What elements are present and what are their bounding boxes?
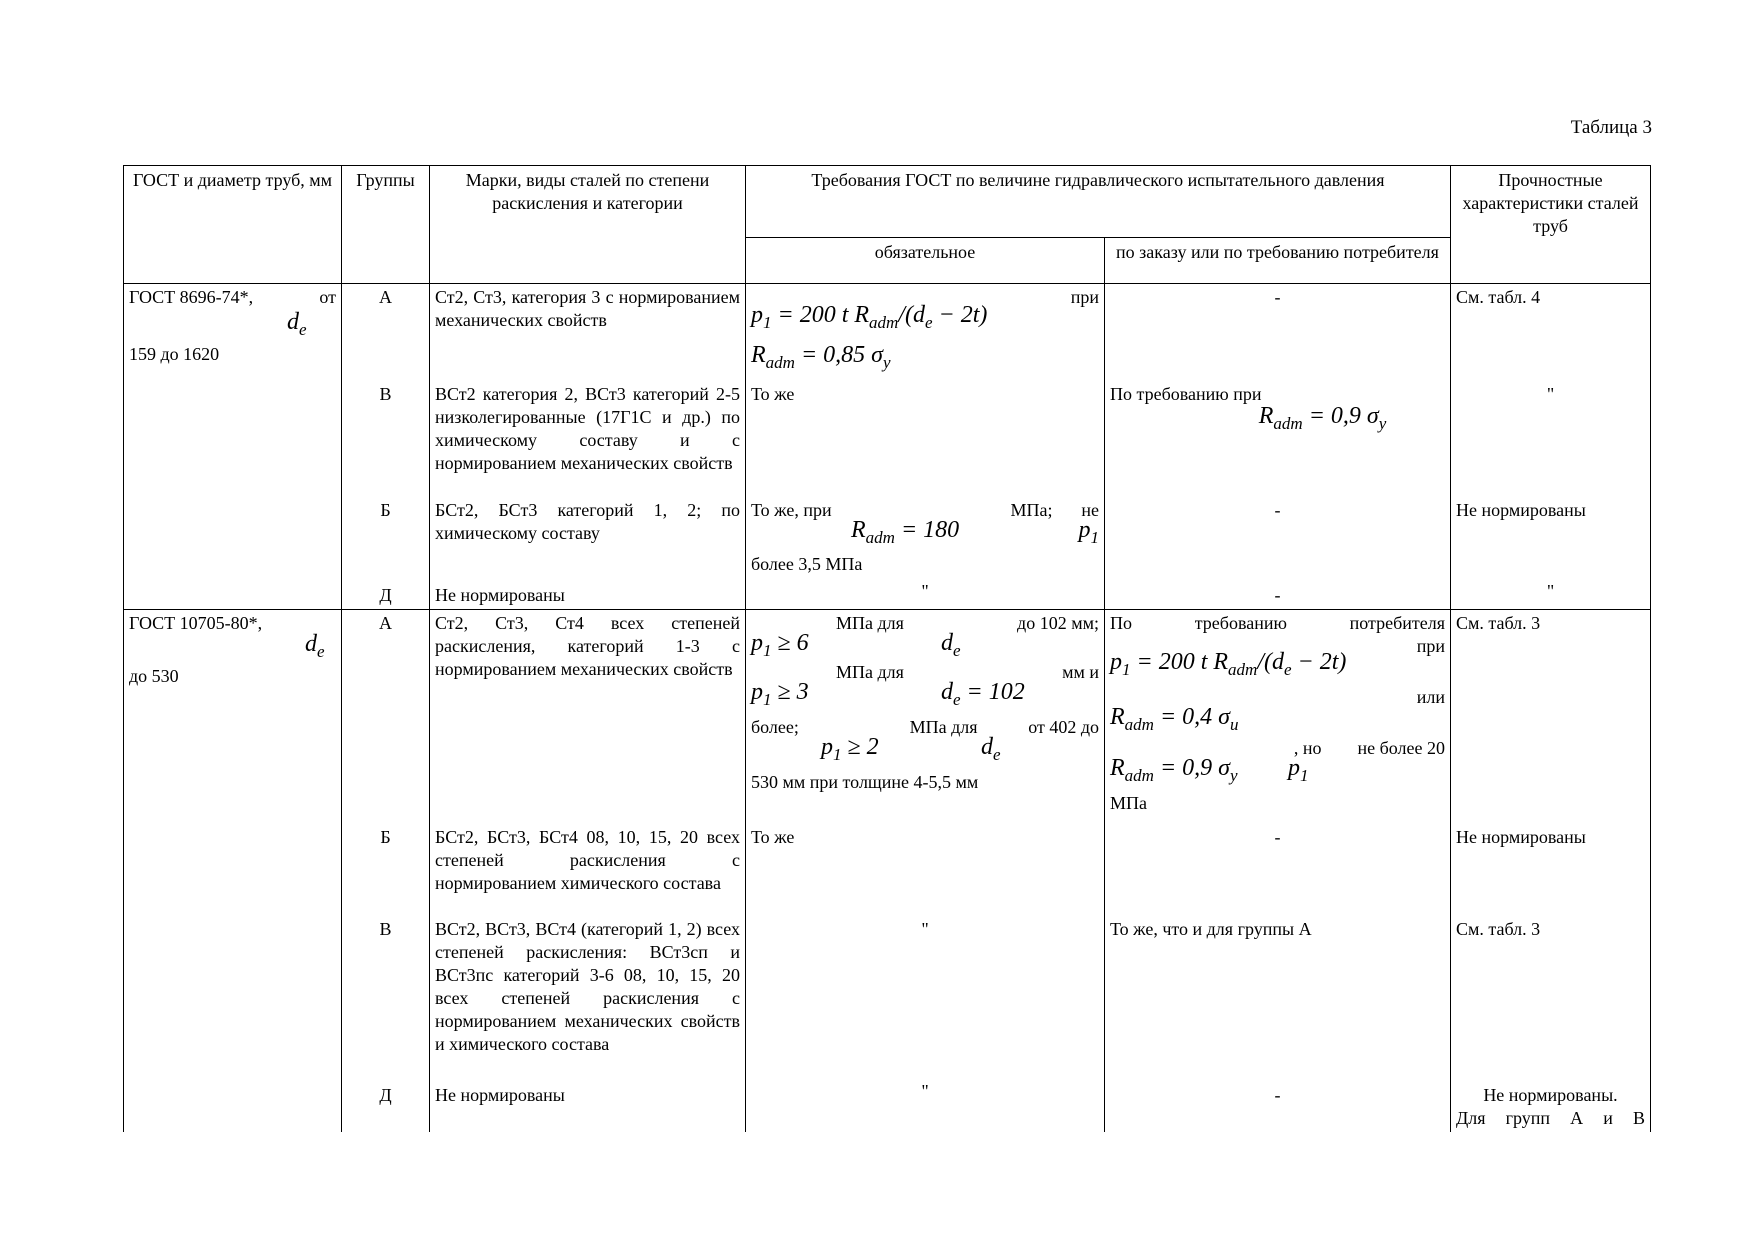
formula-p1-ge-3: $p_1 \ge 3$ bbox=[751, 679, 809, 709]
formula-p1-ge-6: $p_1 \ge 6$ bbox=[751, 630, 809, 661]
strength-cell: См. табл. 3 bbox=[1451, 610, 1651, 825]
steel-cell: БСт2, БСт3, БСт4 08, 10, 15, 20 всех степеней раскисления с нормированием химического состава bbox=[430, 824, 746, 916]
formula-p1: $p_1$ bbox=[1288, 754, 1309, 785]
header-gost-diameter: ГОСТ и диаметр труб, мм bbox=[124, 166, 342, 284]
strength-cell: См. табл. 4 bbox=[1451, 284, 1651, 381]
header-groups: Группы bbox=[342, 166, 430, 284]
strength-cell: " bbox=[1451, 578, 1651, 610]
table-row bbox=[124, 610, 1651, 825]
gost-10705-cell bbox=[124, 610, 342, 1133]
order-cell: - bbox=[1105, 824, 1451, 916]
group-cell: Д bbox=[342, 578, 430, 610]
header-by-order: по заказу или по требованию потребителя bbox=[1105, 238, 1451, 284]
group-cell: Б bbox=[342, 824, 430, 916]
table-row bbox=[124, 1078, 1651, 1132]
table-row bbox=[124, 497, 1651, 579]
mandatory-cell: " bbox=[746, 578, 1105, 610]
order-cell: То же, что и для группы А bbox=[1105, 916, 1451, 1078]
steel-cell: Не нормированы bbox=[430, 578, 746, 610]
formula-radm-180: $R_{adm} = 180$ bbox=[851, 516, 960, 547]
group-cell: Д bbox=[342, 1078, 430, 1132]
gost-10705-label: ГОСТ 10705-80*, bbox=[129, 613, 263, 634]
formula-de: $d_e$ bbox=[941, 630, 961, 661]
formula-radm: $R_{adm} = 0,85$ $\sigma_y$ bbox=[751, 341, 891, 372]
gost-8696-from: от bbox=[319, 287, 336, 307]
order-cell: - bbox=[1105, 497, 1451, 579]
formula-radm: $R_{adm} = 0,9$ $\sigma_y$ bbox=[1258, 402, 1387, 433]
gost-8696-label: ГОСТ 8696-74*, bbox=[129, 287, 254, 307]
header-steel-grades: Марки, виды сталей по степени раскисления и категории bbox=[430, 166, 746, 284]
header-strength: Прочностные характеристики сталей труб bbox=[1451, 166, 1651, 284]
mandatory-cell: " bbox=[746, 1078, 1105, 1132]
strength-cell: См. табл. 3 bbox=[1451, 916, 1651, 1078]
group-cell: А bbox=[342, 610, 430, 825]
order-cell: - bbox=[1105, 578, 1451, 610]
table-row bbox=[124, 916, 1651, 1078]
formula-radm-sigma-u: $R_{adm} = 0,4$ $\sigma_u$ bbox=[1110, 704, 1239, 734]
steel-cell: Не нормированы bbox=[430, 1078, 746, 1132]
formula-p1-ge-2: $p_1 \ge 2$ bbox=[821, 733, 879, 764]
strength-cell: Не нормированы bbox=[1451, 824, 1651, 916]
formula-p1: $p_1$ bbox=[1078, 516, 1099, 547]
header-mandatory: обязательное bbox=[746, 238, 1105, 284]
formula-de: $d_e$ bbox=[981, 733, 1001, 764]
group-cell: Б bbox=[342, 497, 430, 579]
steel-cell: ВСт2 категория 2, ВСт3 категорий 2-5 низколегированные (17Г1С и др.) по химическому составу и с нормированием механических свойств bbox=[430, 381, 746, 497]
steel-cell: Ст2, Ст3, Ст4 всех степеней раскисления, категорий 1-3 с нормированием механических свойств bbox=[430, 610, 746, 825]
table-row bbox=[124, 824, 1651, 916]
formula-p1: $p_1 = 200$ t $R_{adm}/(d_e - 2t)$ bbox=[751, 302, 988, 332]
group-cell: А bbox=[342, 284, 430, 381]
gost-10705-de: $d_e$ bbox=[305, 631, 325, 662]
table-row bbox=[124, 284, 1651, 381]
gost-requirements-table bbox=[123, 165, 1651, 1132]
gost-10705-range: до 530 bbox=[129, 666, 179, 687]
header-pressure-requirements: Требования ГОСТ по величине гидравлического испытательного давления bbox=[746, 166, 1451, 238]
mandatory-cell: при $p_1 = 200$ t $R_{adm}/(d_e - 2t)$ $R_{adm} = 0,85$ $\sigma_y$ bbox=[746, 284, 1105, 381]
formula-p1: $p_1 = 200$ t $R_{adm}/(d_e - 2t)$ bbox=[1110, 649, 1347, 680]
formula-de-102: $d_e = 102$ bbox=[941, 679, 1025, 709]
mandatory-cell: То же, при МПа; не $R_{adm} = 180$ $p_1$ более 3,5 МПа bbox=[746, 497, 1105, 579]
order-cell: - bbox=[1105, 1078, 1451, 1132]
header-row bbox=[124, 166, 1651, 238]
mandatory-cell: То же bbox=[746, 381, 1105, 497]
mandatory-cell: То же bbox=[746, 824, 1105, 916]
table-row bbox=[124, 578, 1651, 610]
mandatory-cell: МПа для до 102 мм; $p_1 \ge 6$ $d_e$ МПа для мм и $p_1 \ge 3$ $d_e = 102$ более; МПа для от 402 до $p_1 \ge 2$ $d_e$ 530 мм при толщине 4-5,5 мм bbox=[746, 610, 1105, 825]
table-caption: Таблица 3 bbox=[1570, 117, 1652, 138]
order-cell: По требованию потребителя при $p_1 = 200$ t $R_{adm}/(d_e - 2t)$ или $R_{adm} = 0,4$ $\sigma_u$ , но не более 20 $R_{adm} = 0,9$ $\sigma_y$ $p_1$ МПа bbox=[1105, 610, 1451, 825]
gost-8696-cell bbox=[124, 284, 342, 610]
steel-cell: ВСт2, ВСт3, ВСт4 (категорий 1, 2) всех степеней раскисления: ВСт3сп и ВСт3пс категорий 3-6 08, 10, 15, 20 всех степеней раскисления с нормированием механических свойств и химического состава bbox=[430, 916, 746, 1078]
gost-8696-range: 159 до 1620 bbox=[129, 343, 220, 364]
strength-cell: Не нормированы bbox=[1451, 497, 1651, 579]
steel-cell: БСт2, БСт3 категорий 1, 2; по химическому составу bbox=[430, 497, 746, 579]
mandatory-cell: " bbox=[746, 916, 1105, 1078]
order-cell: - bbox=[1105, 284, 1451, 381]
strength-cell: " bbox=[1451, 381, 1651, 497]
gost-8696-de: $d_e$ bbox=[287, 309, 307, 339]
group-cell: В bbox=[342, 916, 430, 1078]
steel-cell: Ст2, Ст3, категория 3 с нормированием механических свойств bbox=[430, 284, 746, 381]
order-cell: По требованию при $R_{adm} = 0,9$ $\sigma_y$ bbox=[1105, 381, 1451, 497]
group-cell: В bbox=[342, 381, 430, 497]
strength-cell: Не нормированы. Для групп А и В bbox=[1451, 1078, 1651, 1132]
table-row bbox=[124, 381, 1651, 497]
formula-radm-sigma-y: $R_{adm} = 0,9$ $\sigma_y$ bbox=[1110, 754, 1238, 785]
